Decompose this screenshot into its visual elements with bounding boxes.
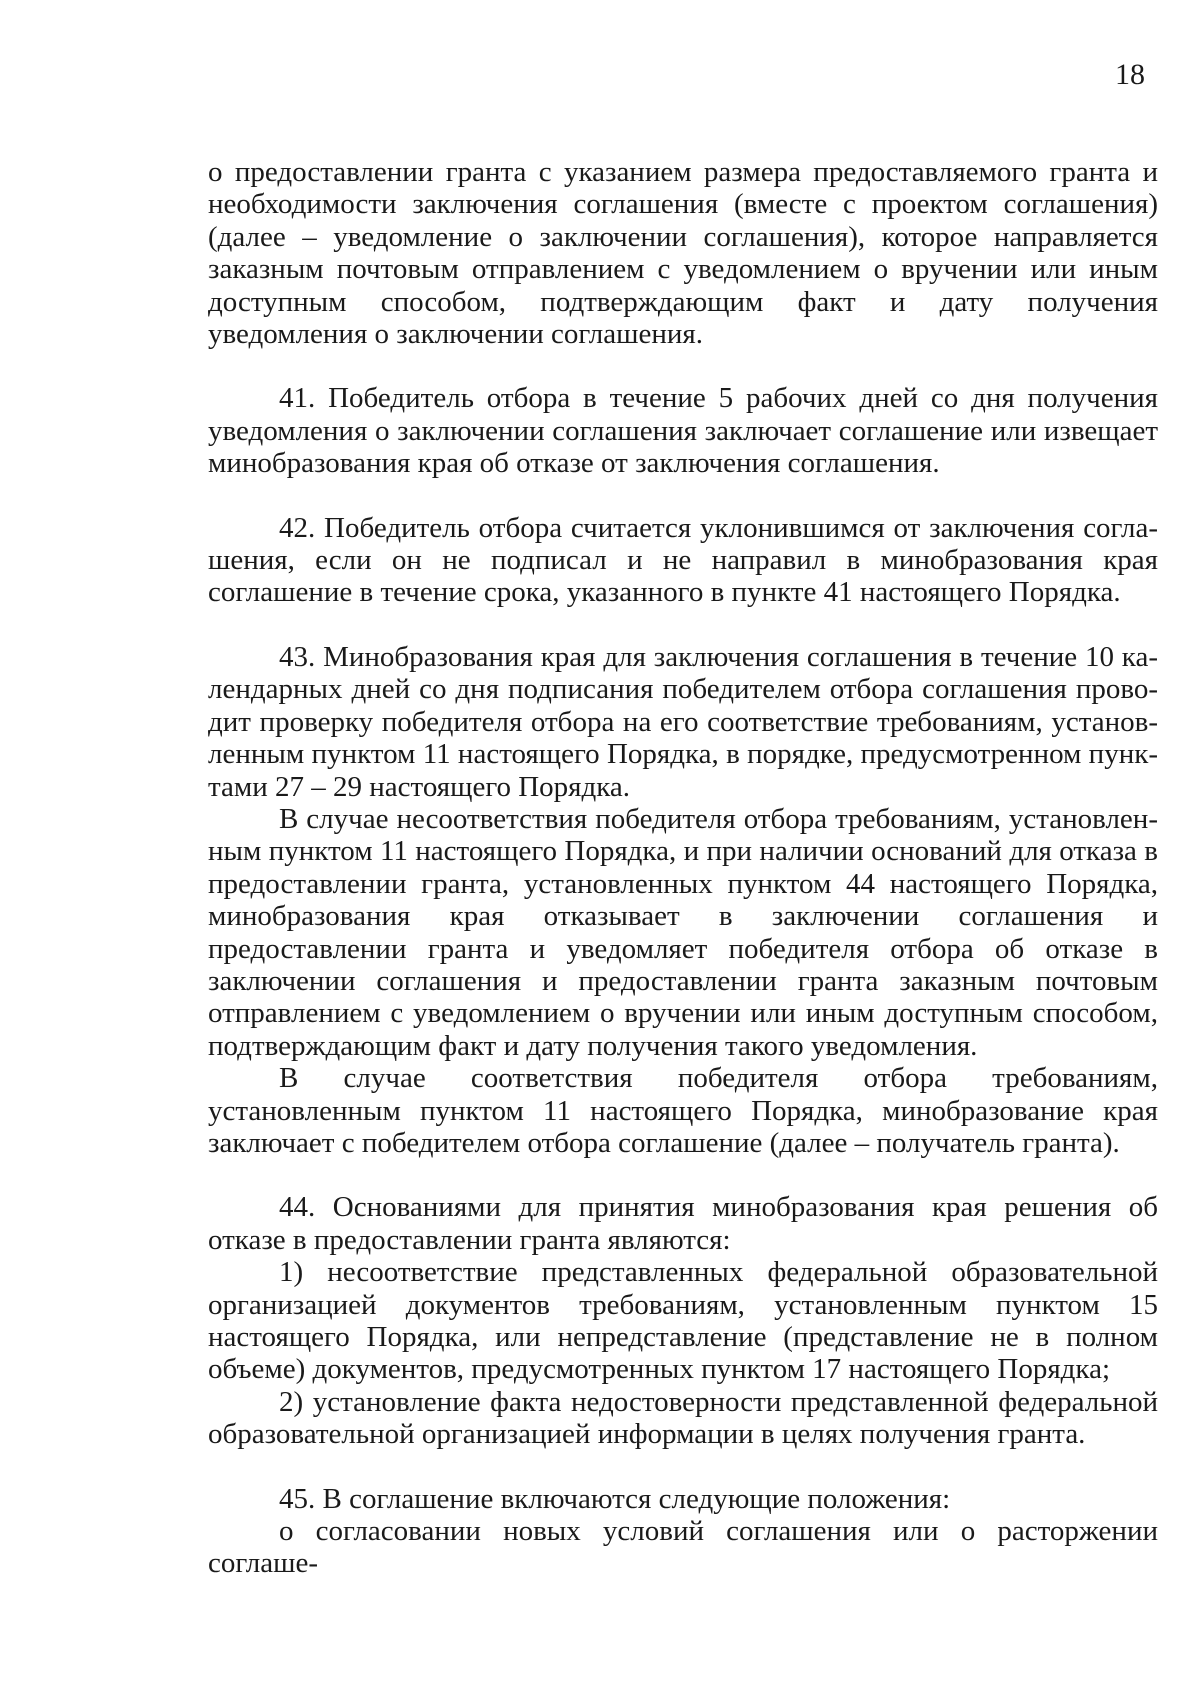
- paragraph-continuation: о предоставлении гранта с указанием размера предоставляемого гранта и необходимости заключения соглашения (вместе с проектом соглашения) (далее – уведомление о заключении соглашения), которое направляется заказным почтовым отправлением с уведомлением о вручении или иным доступным способом, подтверждающим факт и дату получения уведомления о заключении соглашения.: [208, 156, 1158, 351]
- paragraph-41: 41. Победитель отбора в течение 5 рабочих дней со дня получения уведомления о заключении соглашения заключает соглашение или извещает минобразования края об отказе от заключения соглашения.: [208, 382, 1158, 480]
- document-body: [208, 156, 1158, 1580]
- paragraph-44-item-2: 2) установление факта недостоверности представленной федеральной образовательной организацией информации в целях получения гранта.: [208, 1385, 1158, 1451]
- paragraph-45: 45. В соглашение включаются следующие положения:: [279, 1482, 951, 1515]
- paragraph-45-item: о согласовании новых условий соглашения или о расторжении соглаше-: [208, 1515, 1158, 1580]
- paragraph-44-item-1: 1) несоответствие представленных федеральной образовательной организацией документов требованиям, установленным пунктом 15 настоящего Порядка, или непредставление (представление не в полном объеме) документов, предусмотренных пунктом 17 настоящего Порядка;: [208, 1256, 1158, 1386]
- paragraph-43-compliance: В случае соответствия победителя отбора требованиям, установленным пунктом 11 настоящего Порядка, минобразование края заключает с победителем отбора соглашение (далее – получатель гранта).: [208, 1062, 1158, 1159]
- page-number: 18: [1115, 58, 1145, 91]
- paragraph-43-noncompliance: В случае несоответствия победителя отбора требованиям, установленным пунктом 11 настоящего Порядка, и при наличии оснований для отказа в предоставлении гранта, установленных пунктом 44 настоящего Порядка, минобразования края отказывает в заключении соглашения и предоставлении гранта и уведомляет победителя отбора об отказе в заключении соглашения и предоставлении гранта заказным почтовым отправлением с уведомлением о вручении или иным доступным способом, подтверждающим факт и дату получения такого уведомления.: [208, 802, 1158, 1062]
- paragraph-42: 42. Победитель отбора считается уклонившимся от заключения соглашения, если он не подписал и не направил в минобразования края соглашение в течение срока, указанного в пункте 41 настоящего Порядка.: [208, 511, 1158, 609]
- paragraph-43: 43. Минобразования края для заключения соглашения в течение 10 календарных дней со дня подписания победителем отбора соглашения проводит проверку победителя отбора на его соответствие требованиям, установленным пунктом 11 настоящего Порядка, в порядке, предусмотренном пунктами 27 – 29 настоящего Порядка.: [208, 640, 1158, 803]
- paragraph-44: 44. Основаниями для принятия минобразования края решения об отказе в предоставлении гранта являются:: [208, 1191, 1158, 1256]
